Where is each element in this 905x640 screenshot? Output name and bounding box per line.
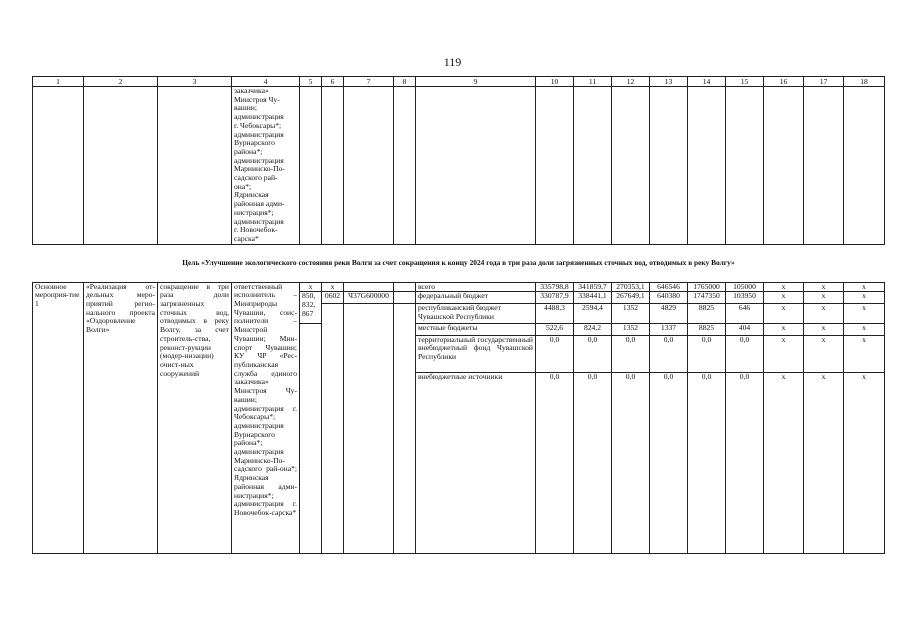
cell-value: 0,0 bbox=[574, 372, 612, 553]
measure-executors: ответственный исполнитель – Минприроды Чувашии, соис-полнители – Минстрой Чувашии; Мин-спорт Чувашии; КУ ЧР «Рес-публиканская служба единого заказчика» Минстроя Чу-вашии; администрация г. Чебоксары*; администрация Вурнарского района*; администрация Мариинско-По-садского рай-она*; Ядринская районная адми-нистрация*; администрация г. Новочебок-сарска* bbox=[232, 282, 300, 553]
cell-value: 330787,9 bbox=[536, 292, 574, 304]
col-header: 13 bbox=[650, 77, 688, 87]
cell-value: 0,0 bbox=[612, 372, 650, 553]
cell-value: 0,0 bbox=[574, 335, 612, 372]
cell-value: 270353,1 bbox=[612, 282, 650, 292]
page-number: 119 bbox=[443, 55, 462, 69]
funding-row-total bbox=[33, 282, 885, 292]
cell-value: 8825 bbox=[688, 303, 726, 323]
cell-value: 646 bbox=[726, 303, 764, 323]
cell-value: x bbox=[804, 372, 844, 553]
col-header: 9 bbox=[416, 77, 536, 87]
cell-value: 4829 bbox=[650, 303, 688, 323]
cell-value: 640380 bbox=[650, 292, 688, 304]
col-header: 18 bbox=[844, 77, 885, 87]
col-header: 1 bbox=[33, 77, 84, 87]
funding-source: территориальный государственный внебюджетный фонд Чувашской Республики bbox=[416, 335, 536, 372]
col-header: 8 bbox=[394, 77, 416, 87]
cell-value: 646546 bbox=[650, 282, 688, 292]
col-header: 4 bbox=[232, 77, 300, 87]
col-header: 14 bbox=[688, 77, 726, 87]
cell-value: 267649,1 bbox=[612, 292, 650, 304]
cell-value: 341859,7 bbox=[574, 282, 612, 292]
cell-value: 0,0 bbox=[536, 335, 574, 372]
cell-value: x bbox=[764, 324, 804, 336]
section-code: x bbox=[322, 282, 344, 292]
cell-value: 0,0 bbox=[726, 372, 764, 553]
grbs-code: x bbox=[300, 282, 322, 292]
cell-value: 0,0 bbox=[536, 372, 574, 553]
cell-value: x bbox=[764, 303, 804, 323]
col-header: 17 bbox=[804, 77, 844, 87]
cell-value: x bbox=[764, 292, 804, 304]
funding-source: местные бюджеты bbox=[416, 324, 536, 336]
cell-value: 0,0 bbox=[688, 372, 726, 553]
cell-value: 0,0 bbox=[612, 335, 650, 372]
cell-value: 0,0 bbox=[650, 335, 688, 372]
cell-value: x bbox=[844, 372, 885, 553]
col-header: 12 bbox=[612, 77, 650, 87]
cell-value: 1747350 bbox=[688, 292, 726, 304]
cell-value: 8825 bbox=[688, 324, 726, 336]
cell-value: 0,0 bbox=[650, 372, 688, 553]
cell-value: 1352 bbox=[612, 324, 650, 336]
col-header: 7 bbox=[344, 77, 394, 87]
section-code: 0602 bbox=[322, 292, 344, 304]
col-header: 10 bbox=[536, 77, 574, 87]
cell-value: x bbox=[764, 372, 804, 553]
cell-value: 2594,4 bbox=[574, 303, 612, 323]
goal-row bbox=[33, 244, 885, 282]
cell-value: 4488,3 bbox=[536, 303, 574, 323]
cell-value: x bbox=[844, 335, 885, 372]
cell-value: x bbox=[804, 335, 844, 372]
cell-value: 824,2 bbox=[574, 324, 612, 336]
cell-value: 1352 bbox=[612, 303, 650, 323]
cell-value: x bbox=[764, 282, 804, 292]
budget-table bbox=[32, 76, 885, 554]
cell-value: x bbox=[844, 292, 885, 304]
funding-source: всего bbox=[416, 282, 536, 292]
col-header: 6 bbox=[322, 77, 344, 87]
budget-table-sheet bbox=[32, 76, 868, 554]
goal-heading: Цель «Улучшение экологического состояния реки Волги за счет сокращения к концу 2024 года в три раза доли загрязненных сточных вод, отводимых в реку Волгу» bbox=[33, 244, 885, 282]
executors-continuation: заказчика» Минстроя Чу- вашии; администрация г. Чебоксары*; администрация Вурнарского района*; администрация Мариинско-По- садского рай- она*; Ядринская районная адми- нистрация*; администрация г. Новочебок- сарска* bbox=[232, 87, 300, 245]
cell-value: x bbox=[844, 324, 885, 336]
col-header: 15 bbox=[726, 77, 764, 87]
cell-value: x bbox=[804, 324, 844, 336]
measure-name: «Реализация от-дельных меро-приятий регио-нального проекта «Оздоровление Волги» bbox=[84, 282, 158, 553]
cell-value: 105000 bbox=[726, 282, 764, 292]
grbs-code: 850, 832, 867 bbox=[300, 292, 322, 324]
measure-goal: сокращение в три раза доли загрязненных сточных вод, отводимых в реку Волгу, за счет строитель-ства, реконст-рукции (модер-низации) очист-ных сооружений bbox=[158, 282, 232, 553]
cell-value: 338441,1 bbox=[574, 292, 612, 304]
cell-value: x bbox=[804, 292, 844, 304]
cell-value: x bbox=[764, 335, 804, 372]
continuation-row bbox=[33, 87, 885, 245]
cell-value: 103950 bbox=[726, 292, 764, 304]
cell-value: 404 bbox=[726, 324, 764, 336]
funding-source: федеральный бюджет bbox=[416, 292, 536, 304]
target-article-code: Ч37G600000 bbox=[344, 292, 394, 304]
cell-value: 0,0 bbox=[688, 335, 726, 372]
cell-value: 0,0 bbox=[726, 335, 764, 372]
funding-source: внебюджетные источники bbox=[416, 372, 536, 553]
funding-source: республиканский бюджет Чувашской Республики bbox=[416, 303, 536, 323]
cell-value: 522,6 bbox=[536, 324, 574, 336]
col-header: 11 bbox=[574, 77, 612, 87]
cell-value: x bbox=[804, 282, 844, 292]
cell-value: x bbox=[804, 303, 844, 323]
cell-value: 1337 bbox=[650, 324, 688, 336]
cell-value: 335798,8 bbox=[536, 282, 574, 292]
col-header: 2 bbox=[84, 77, 158, 87]
cell-value: x bbox=[844, 303, 885, 323]
cell-value: 1765000 bbox=[688, 282, 726, 292]
measure-type: Основное мероприя-тие 1 bbox=[33, 282, 84, 553]
col-header: 16 bbox=[764, 77, 804, 87]
col-header: 3 bbox=[158, 77, 232, 87]
cell-value: x bbox=[844, 282, 885, 292]
column-number-row bbox=[33, 77, 885, 87]
col-header: 5 bbox=[300, 77, 322, 87]
